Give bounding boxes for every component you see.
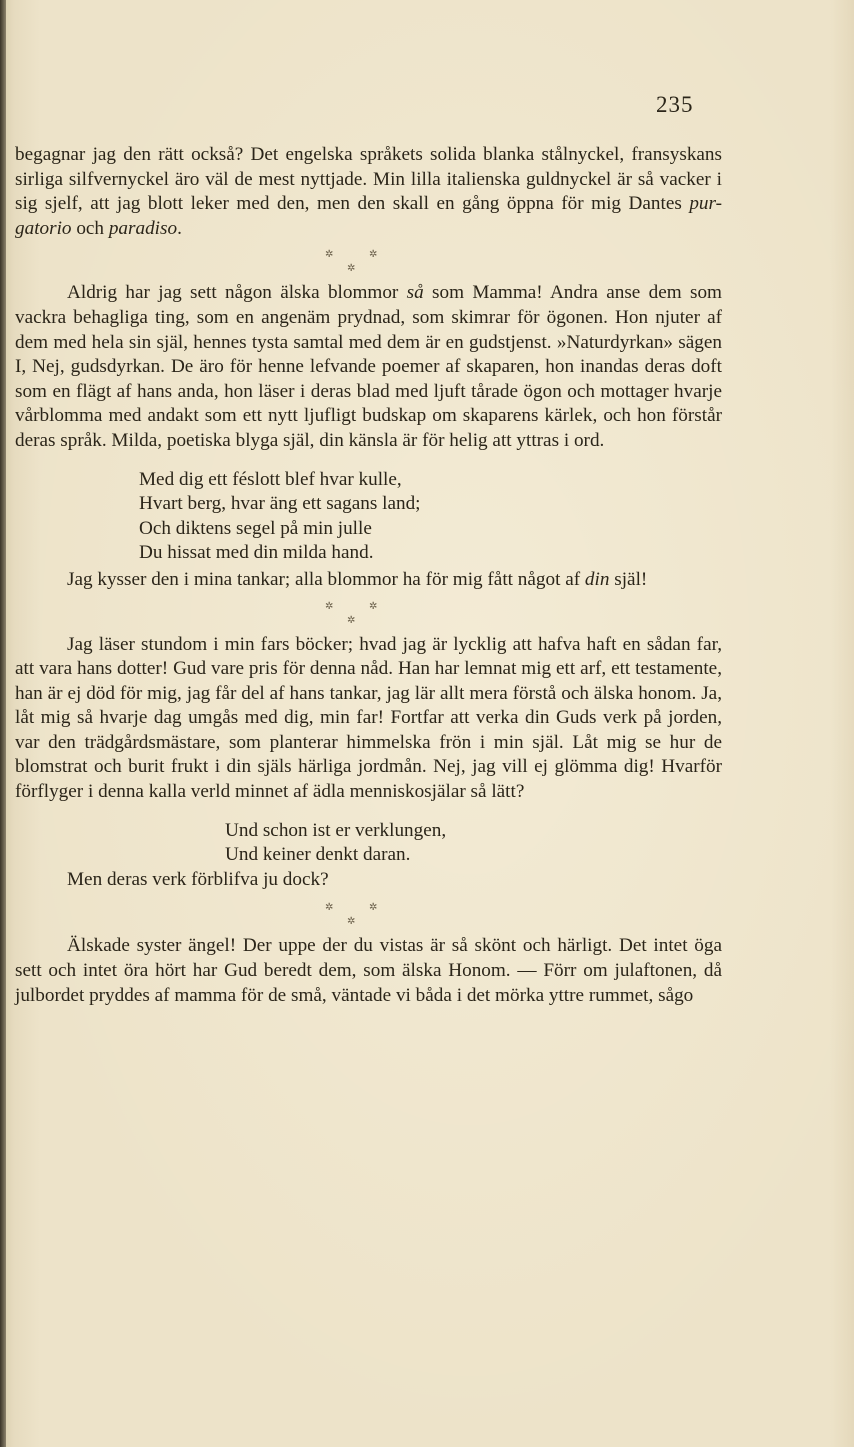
page-number: 235	[656, 92, 694, 117]
separator-star-icon: ✲	[347, 263, 356, 275]
paragraph-keys-text: begagnar jag den rätt också? Det engelska språkets solida blanka stålnyckel, fransyskans sirliga silfvernyckel äro väl de mest nyttjade. Min lilla italienska guldnyckel är så vacker i sig sjelf, att jag blott leker med den, men den skall en gång öppna för mig Dantes	[15, 144, 722, 215]
paragraph-kiss-text: Jag kysser den i mina tankar; alla blommor ha för mig fått något af	[67, 568, 585, 590]
verse-stanza-1	[15, 468, 722, 566]
verse-line: Och diktens segel på min julle	[139, 517, 372, 539]
separator-star-icon: ✲	[369, 249, 378, 261]
italic-din: din	[584, 568, 610, 590]
verse-line: Men deras verk förblifva ju dock?	[67, 868, 329, 890]
separator-star-icon: ✲	[325, 249, 334, 261]
italic-sa: så	[406, 282, 424, 304]
separator-star-icon: ✲	[325, 600, 334, 612]
section-separator	[15, 894, 722, 934]
italic-purgatorio: pur-gatorio	[15, 193, 722, 239]
separator-star-icon: ✲	[347, 916, 356, 928]
verse-line: Und schon ist er verklungen,	[225, 819, 447, 841]
verse-line: Und keiner denkt daran.	[225, 844, 411, 866]
paragraph-flowers-text-2: som Mamma! Andra anse dem som vackra behagliga ting, som en angenäm prydnad, som skimrar för ögonen. Hon njuter af dem med hela sin själ, hennes tysta samtal med dem är en gudstjenst. »Naturdyrkan» sägen I, Nej, gudsdyrkan. De äro för henne lefvande poemer af skaparen, hon inandas deras doft som en flägt af hans anda, hon läser i deras blad med ljuft tårade ögon och mottager hvarje vårblomma med andakt som ett nytt ljufligt budskap om skaparens kärlek, och hon förstår deras språk. Milda, poetiska blyga själ, din känsla är för helig att yttras i ord.	[15, 282, 722, 451]
paragraph-father: Jag läser stundom i min fars böcker; hvad jag är lycklig att hafva haft en sådan far, att vara hans dotter! Gud vare pris för denna nåd. Han har lemnat mig ett arf, ett testamente, han är ej död för mig, jag får del af hans tankar, jag lär allt mera förstå och älska honom. Ja, låt mig så hvarje dag umgås med dig, min far! Fortfar att verka din Guds verk på jorden, var den trädgårdsmästare, som planterar himmelska frön i min själ. Låt mig se hur de blomstrat och burit frukt i din själs härliga jordmån. Nej, jag vill ej glömma dig! Hvarför förflyger i denna kalla verld minnet af ädla menniskosjälar så lätt?	[15, 633, 722, 803]
paragraph-keys-end: .	[177, 217, 182, 239]
separator-star-icon: ✲	[369, 902, 378, 914]
verse-line: Hvart berg, hvar äng ett sagans land;	[139, 493, 421, 515]
paragraph-keys-text-2: och	[71, 217, 109, 239]
section-separator	[15, 241, 722, 281]
paragraph-keys	[15, 143, 722, 241]
paragraph-kiss-end: själ!	[609, 568, 648, 590]
paragraph-flowers	[15, 281, 722, 453]
italic-paradiso: paradiso	[108, 217, 178, 239]
section-separator	[15, 593, 722, 633]
separator-star-icon: ✲	[369, 600, 378, 612]
separator-star-icon: ✲	[347, 614, 356, 626]
paragraph-kiss	[15, 568, 722, 593]
page-text	[15, 143, 722, 1008]
verse-line: Med dig ett féslott blef hvar kulle,	[139, 468, 402, 490]
paragraph-flowers-text: Aldrig har jag sett någon älska blommor	[67, 282, 407, 304]
verse-line: Du hissat med din milda hand.	[139, 542, 374, 564]
separator-star-icon: ✲	[325, 902, 334, 914]
paragraph-sister: Älskade syster ängel! Der uppe der du vistas är så skönt och härligt. Det intet öga sett och intet öra hört har Gud beredt dem, som älska Honom. — Förr om julaftonen, då julbordet pryddes af mamma för de små, väntade vi båda i det mörka yttre rummet, sågo	[15, 935, 722, 1006]
book-spine-shadow	[0, 0, 6, 1447]
verse-stanza-2	[15, 819, 722, 893]
